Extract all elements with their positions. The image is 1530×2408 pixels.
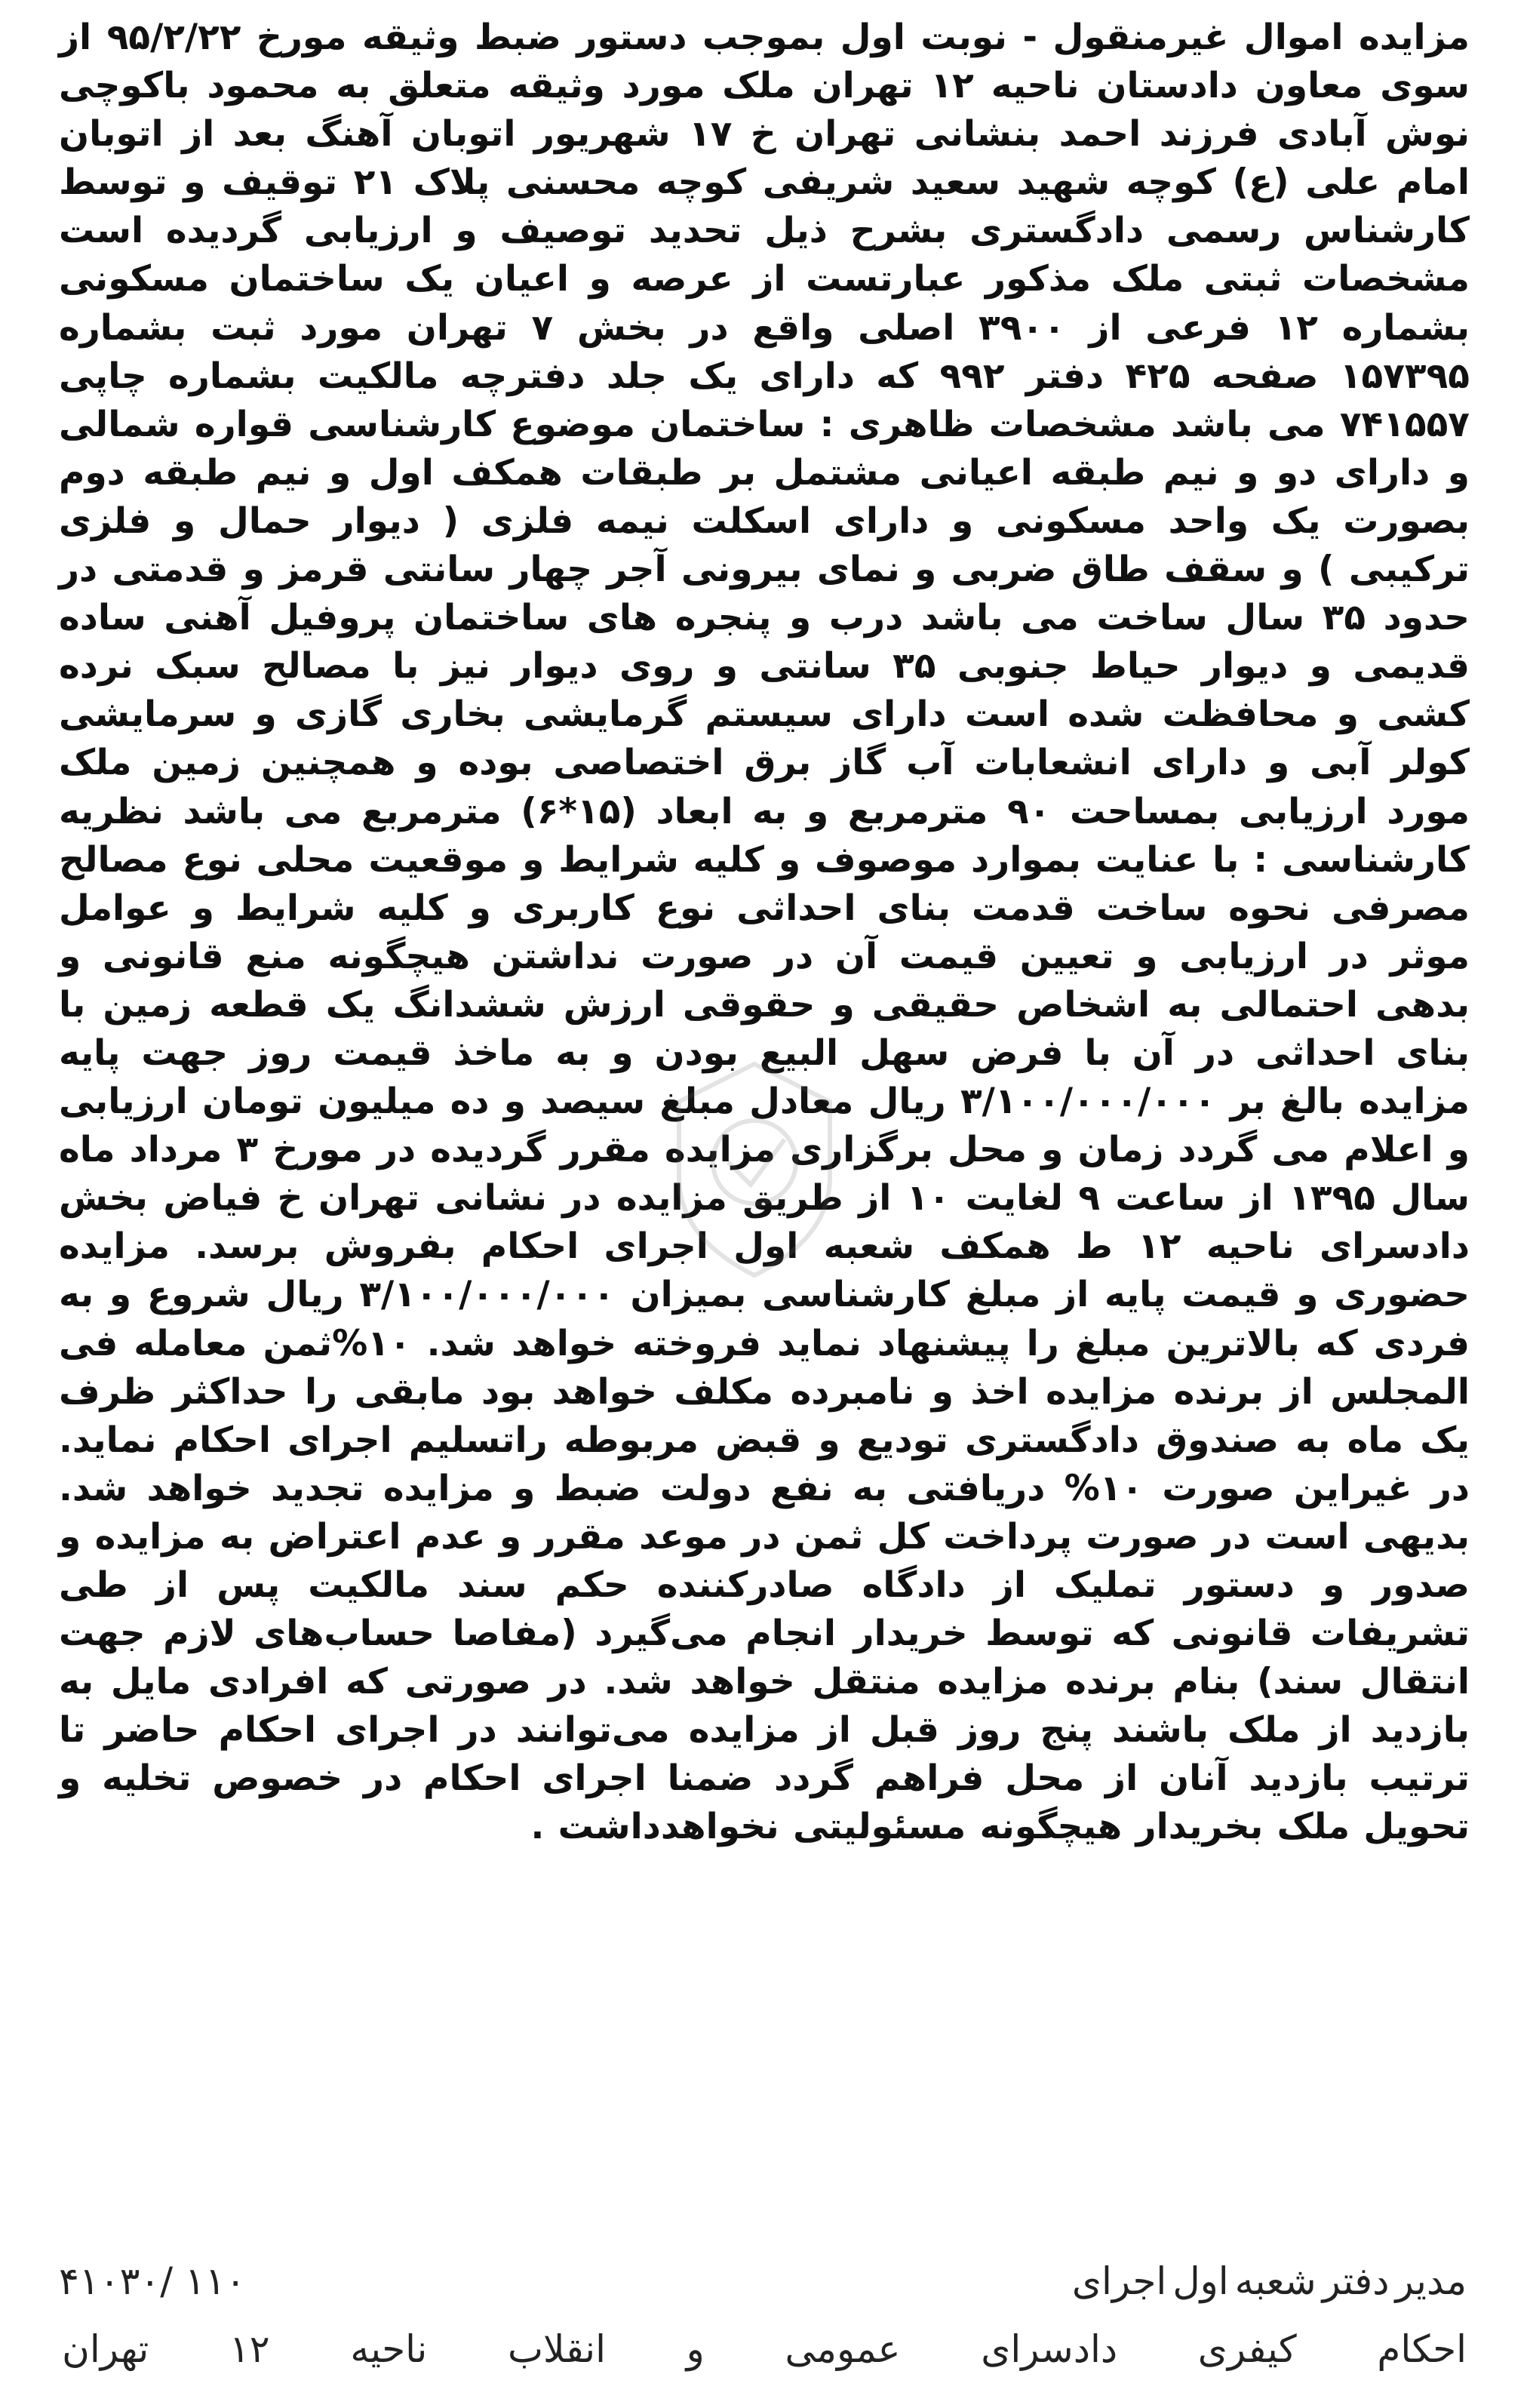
footer-line-2 (59, 2315, 1470, 2383)
footer-word: عمومی (785, 2327, 901, 2371)
footer-word: اجرای (1071, 2259, 1167, 2303)
footer-spacer (246, 2247, 1069, 2315)
signature-footer (59, 2247, 1470, 2383)
footer-word: و (686, 2327, 705, 2371)
footer-word: ناحیه (350, 2327, 428, 2371)
footer-word: مدیر (1395, 2259, 1467, 2303)
footer-word: تهران (62, 2327, 149, 2371)
footer-word: دفتر (1322, 2259, 1390, 2303)
footer-word: احکام (1377, 2327, 1467, 2371)
footer-word: کیفری (1197, 2327, 1297, 2371)
footer-word: اول (1172, 2259, 1229, 2303)
footer-word: شعبه (1234, 2259, 1316, 2303)
footer-line-1 (59, 2247, 1470, 2315)
footer-word: دادسرای (981, 2327, 1118, 2371)
footer-word: انقلاب (507, 2327, 606, 2371)
notice-document (59, 14, 1470, 2391)
footer-word: ۱۲ (229, 2327, 270, 2371)
reference-number: ۱۱۰ /۴۱۰۳۰ (59, 2259, 246, 2303)
notice-body: مزایده اموال غیرمنقول - نوبت اول بموجب دستور ضبط وثیقه مورخ ۹۵/۲/۲۲ از سوی معاون دادستان ناحیه ۱۲ تهران ملک مورد وثیقه متعلق به محمود باکوچی نوش آبادی فرزند احمد بنشانی تهران خ ۱۷ شهریور اتوبان آهنگ بعد از اتوبان امام علی (ع) کوچه شهید سعید شریفی کوچه محسنی پلاک ۲۱ توقیف و توسط کارشناس رسمی دادگستری بشرح ذیل تحدید توصیف و ارزیابی گردیده است مشخصات ثبتی ملک مذکور عبارتست از عرصه و اعیان یک ساختمان مسکونی بشماره ۱۲ فرعی از ۳۹۰۰ اصلی واقع در بخش ۷ تهران مورد ثبت بشماره ۱۵۷۳۹۵ صفحه ۴۲۵ دفتر ۹۹۲ که دارای یک جلد دفترچه مالکیت بشماره چاپی ۷۴۱۵۵۷ می باشد مشخصات ظاهری : ساختمان موضوع کارشناسی قواره شمالی و دارای دو و نیم طبقه اعیانی مشتمل بر طبقات همکف اول و نیم طبقه دوم بصورت یک واحد مسکونی و دارای اسکلت نیمه فلزی ( دیوار حمال و فلزی ترکیبی ) و سقف طاق ضربی و نمای بیرونی آجر چهار سانتی قرمز و قدمتی در حدود ۳۵ سال ساخت می باشد درب و پنجره های ساختمان پروفیل آهنی ساده قدیمی و دیوار حیاط جنوبی ۳۵ سانتی و روی دیوار نیز با مصالح سبک نرده کشی و محافظت شده است دارای سیستم گرمایشی بخاری گازی و سرمایشی کولر آبی و دارای انشعابات آب گاز برق اختصاصی بوده و همچنین زمین ملک مورد ارزیابی بمساحت ۹۰ مترمربع و به ابعاد (۱۵*۶) مترمربع می باشد نظریه کارشناسی : با عنایت بموارد موصوف و کلیه شرایط و موقعیت محلی نوع مصالح مصرفی نحوه ساخت قدمت بنای احداثی نوع کاربری و کلیه شرایط و عوامل موثر در ارزیابی و تعیین قیمت آن در صورت نداشتن هیچگونه منع قانونی و بدهی احتمالی به اشخاص حقیقی و حقوقی ارزش ششدانگ یک قطعه زمین با بنای احداثی در آن با فرض سهل البیع بودن و به ماخذ قیمت روز جهت پایه مزایده بالغ بر ۳/۱۰۰/۰۰۰/۰۰۰ ریال معادل مبلغ سیصد و ده میلیون تومان ارزیابی و اعلام می گردد زمان و محل برگزاری مزایده مقرر گردیده در مورخ ۳ مرداد ماه سال ۱۳۹۵ از ساعت ۹ لغایت ۱۰ از طریق مزایده در نشانی تهران خ فیاض بخش دادسرای ناحیه ۱۲ ط همکف شعبه اول اجرای احکام بفروش برسد. مزایده حضوری و قیمت پایه از مبلغ کارشناسی بمیزان ۳/۱۰۰/۰۰۰/۰۰۰ ریال شروع و به فردی که بالاترین مبلغ را پیشنهاد نماید فروخته خواهد شد. ۱۰%ثمن معامله فی المجلس از برنده مزایده اخذ و نامبرده مکلف خواهد بود مابقی را حداکثر ظرف یک ماه به صندوق دادگستری تودیع و قبض مربوطه راتسلیم اجرای احکام نماید. در غیراین صورت ۱۰% دریافتی به نفع دولت ضبط و مزایده تجدید خواهد شد. بدیهی است در صورت پرداخت کل ثمن در موعد مقرر و عدم اعتراض به مزایده و صدور و دستور تملیک از دادگاه صادرکننده حکم سند مالکیت پس از طی تشریفات قانونی که توسط خریدار انجام می‌گیرد (مفاصا حساب‌های لازم جهت انتقال سند) بنام برنده مزایده منتقل خواهد شد. در صورتی که افرادی مایل به بازدید از ملک باشند پنج روز قبل از مزایده می‌توانند در اجرای احکام حاضر تا ترتیب بازدید آنان از محل فراهم گردد ضمنا اجرای احکام در خصوص تخلیه و تحویل ملک بخریدار هیچگونه مسئولیتی نخواهدداشت . (59, 17, 1470, 1848)
